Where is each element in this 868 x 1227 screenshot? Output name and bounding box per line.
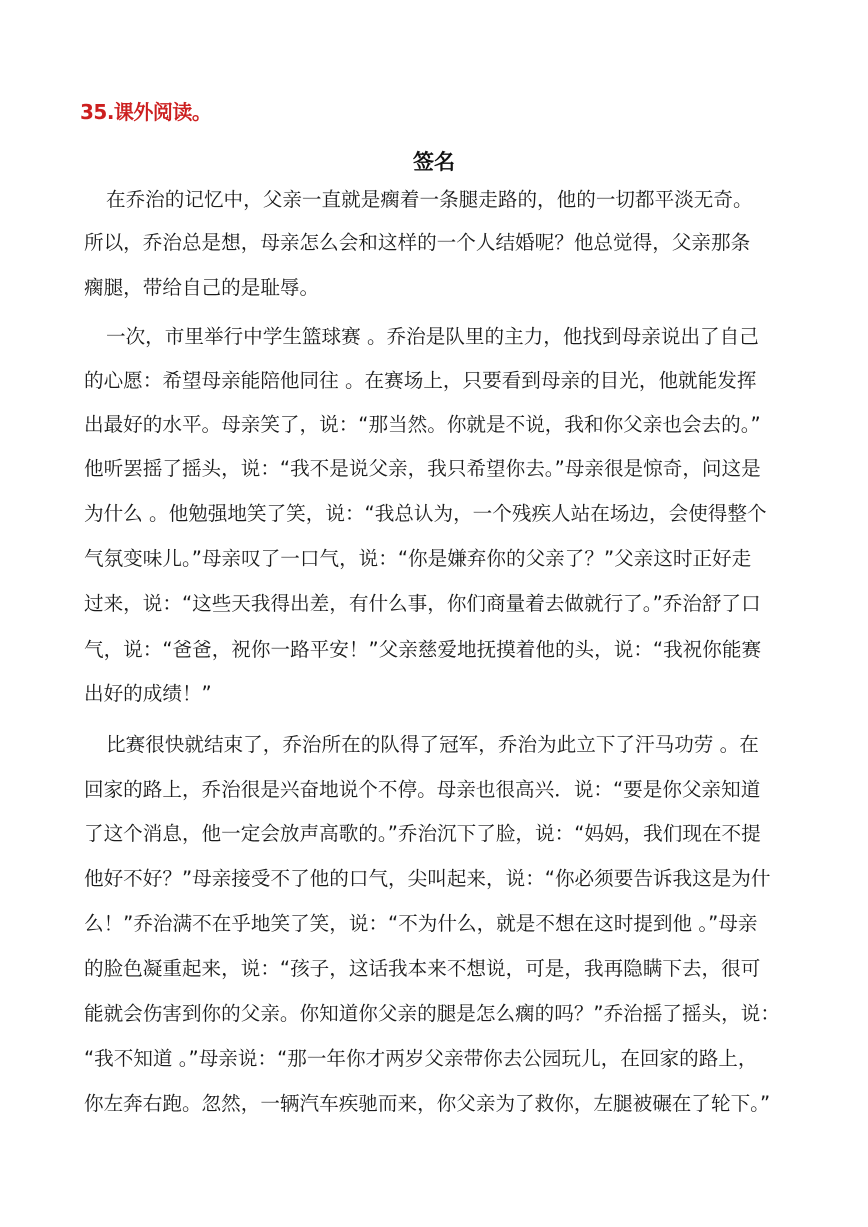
text-line: 比赛很快就结束了，乔治所在的队得了冠军，乔治为此立下了汗马功劳 。在 (106, 733, 759, 756)
text-line: 在乔治的记忆中，父亲一直就是瘸着一条腿走路的，他的一切都平淡无奇。 (106, 188, 753, 211)
text-line: 所以，乔治总是想，母亲怎么会和这样的一个人结婚呢？他总觉得，父亲那条 (84, 231, 751, 254)
text-line: 一次，市里举行中学生篮球赛 。乔治是队里的主力，他找到母亲说出了自己 (106, 325, 759, 348)
exercise-heading: 35.课外阅读。 (80, 100, 212, 124)
text-line: 你左奔右跑。忽然，一辆汽车疾驰而来，你父亲为了救你，左腿被碾在了轮下。” (84, 1092, 771, 1115)
text-line: 气氛变味儿。”母亲叹了一口气，说：“你是嫌弃你的父亲了？”父亲这时正好走 (84, 547, 752, 570)
text-line: 么！”乔治满不在乎地笑了笑，说：“不为什么，就是不想在这时提到他 。”母亲 (84, 912, 758, 935)
text-line: 瘸腿，带给自己的是耻辱。 (84, 276, 320, 299)
text-line: 的心愿：希望母亲能陪他同往 。在赛场上，只要看到母亲的目光，他就能发挥 (84, 369, 757, 392)
text-line: 的脸色凝重起来，说：“孩子，这话我本来不想说，可是，我再隐瞒下去，很可 (84, 957, 761, 980)
text-line: 他听罢摇了摇头，说：“我不是说父亲，我只希望你去。”母亲很是惊奇，问这是 (84, 457, 761, 480)
text-line: 出好的成绩！” (84, 682, 212, 705)
text-line: 过来，说：“这些天我得出差，有什么事，你们商量着去做就行了。”乔治舒了口 (84, 592, 761, 615)
text-line: 了这个消息，他一定会放声高歌的。”乔治沉下了脸，说：“妈妈，我们现在不提 (84, 822, 761, 845)
text-line: 他好不好？”母亲接受不了他的口气，尖叫起来，说：“你必须要告诉我这是为什 (84, 867, 771, 890)
text-line: 出最好的水平。母亲笑了，说：“那当然。你就是不说，我和你父亲也会去的。” (84, 413, 761, 436)
text-line: 为什么 。他勉强地笑了笑，说：“我总认为，一个残疾人站在场边，会使得整个 (84, 502, 767, 525)
text-line: 回家的路上，乔治很是兴奋地说个不停。母亲也很高兴．说：“要是你父亲知道 (84, 778, 761, 801)
text-line: “我不知道 。”母亲说：“那一年你才两岁父亲带你去公园玩儿，在回家的路上， (84, 1047, 758, 1070)
text-line: 能就会伤害到你的父亲。你知道你父亲的腿是怎么瘸的吗？”乔治摇了摇头，说： (84, 1002, 780, 1025)
text-line: 气，说：“爸爸，祝你一路平安！”父亲慈爱地抚摸着他的头，说：“我祝你能赛 (84, 638, 762, 661)
article-title: 签名 (413, 150, 455, 174)
